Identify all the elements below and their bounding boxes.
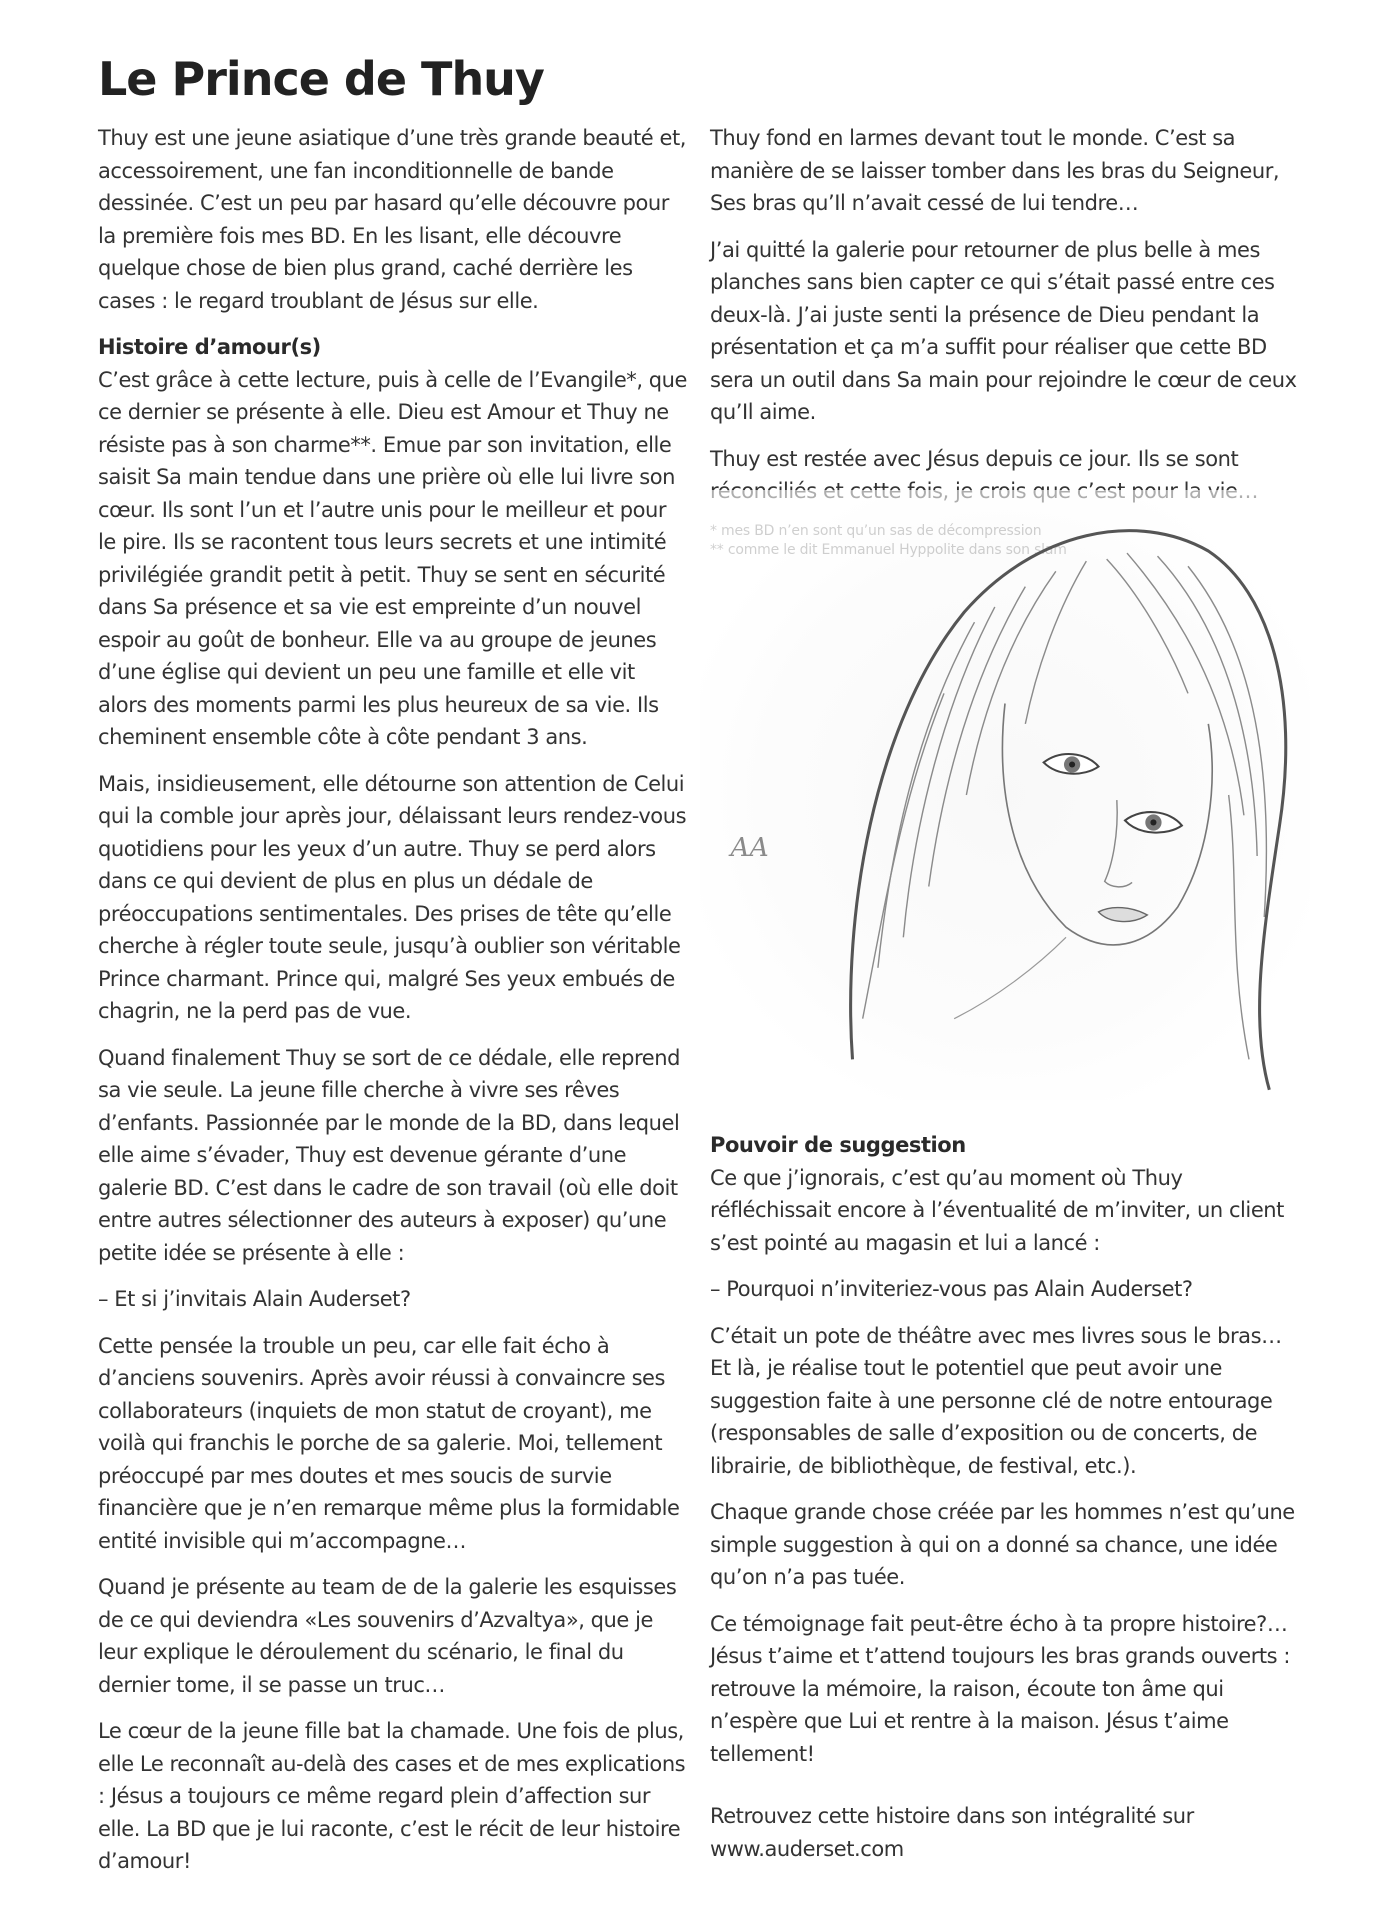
body-paragraph: Quand finalement Thuy se sort de ce dédale, elle reprend sa vie seule. La jeune fille cherche à vivre ses rêves d’enfants. Passionnée par le monde de la BD, dans lequel elle aime s’évader, Thuy est devenue gérante d’une galerie BD. C’est dans le cadre de son travail (où elle doit entre autres sélectionner des auteurs à exposer) qu’une petite idée se présente à elle :: [98, 1045, 680, 1265]
body-paragraph: Ce témoignage fait peut-être écho à ta propre histoire?… Jésus t’aime et t’attend toujours les bras grands ouverts : retrouve la mémoire, la raison, écoute ton âme qui n’espère que Lui et rentre à la maison. Jésus t’aime tellement!: [710, 1611, 1291, 1766]
section-heading-suggestion: Pouvoir de suggestion: [710, 1133, 966, 1157]
body-paragraph: Le cœur de la jeune fille bat la chamade. Une fois de plus, elle Le reconnaît au-delà des cases et de mes explications : Jésus a toujours ce même regard plein d’affection sur elle. La BD que je lui raconte, c’est le récit de leur histoire d’amour!: [98, 1719, 686, 1873]
body-paragraph: C’est grâce à cette lecture, puis à celle de l’Evangile*, que ce dernier se présente à elle. Dieu est Amour et Thuy ne résiste pas à son charme**. Emue par son invitation, elle saisit Sa main tendue dans une prière où elle lui livre son cœur. Ils sont l’un et l’autre unis pour le meilleur et pour le pire. Ils se racontent tous leurs secrets et une intimité privilégiée grandit petit à petit. Thuy se sent en sécurité dans Sa présence et sa vie est empreinte d’un nouvel espoir au goût de bonheur. Elle va au groupe de jeunes d’une église qui devient un peu une famille et elle vit alors des moments parmi les plus heureux de sa vie. Ils cheminent ensemble côte à côte pendant 3 ans.: [98, 367, 687, 749]
body-paragraph: Ce que j’ignorais, c’est qu’au moment où Thuy réfléchissait encore à l’éventualité de m’inviter, un client s’est pointé au magasin et lui a lancé :: [710, 1165, 1284, 1255]
right-column-bottom: [710, 1129, 1300, 1865]
body-paragraph: Mais, insidieusement, elle détourne son attention de Celui qui la comble jour après jour, délaissant leurs rendez-vous quotidiens pour les yeux d’un autre. Thuy se perd alors dans ce qui devient de plus en plus un dédale de préoccupations sentimentales. Des prises de tête qu’elle cherche à régler toute seule, jusqu’à oublier son véritable Prince charmant. Prince qui, malgré Ses yeux embués de chagrin, ne la perd pas de vue.: [98, 771, 687, 1023]
website-link[interactable]: www.auderset.com: [710, 1836, 904, 1861]
body-paragraph: Thuy fond en larmes devant tout le monde. C’est sa manière de se laisser tomber dans les bras du Seigneur, Ses bras qu’Il n’avait cessé de lui tendre…: [710, 126, 1280, 215]
body-paragraph: Cette pensée la trouble un peu, car elle fait écho à d’anciens souvenirs. Après avoir réussi à convaincre ses collaborateurs (inquiets de mon statut de croyant), me voilà qui franchis le porche de sa galerie. Moi, tellement préoccupé par mes doutes et mes soucis de survie financière que je n’en remarque même plus la formidable entité invisible qui m’accompagne…: [98, 1333, 680, 1553]
dialogue-line: – Et si j’invitais Alain Auderset?: [98, 1287, 411, 1311]
promo-block: [710, 1800, 1300, 1865]
left-column: [98, 122, 688, 1892]
girl-portrait-illustration: [700, 490, 1310, 1100]
body-paragraph: Chaque grande chose créée par les hommes n’est qu’une simple suggestion à qui on a donné sa chance, une idée qu’on n’a pas tuée.: [710, 1500, 1295, 1589]
dialogue-line: – Pourquoi n’inviteriez-vous pas Alain Auderset?: [710, 1277, 1193, 1301]
page-title: Le Prince de Thuy: [98, 52, 544, 106]
intro-paragraph: Thuy est une jeune asiatique d’une très grande beauté et, accessoirement, une fan inconditionnelle de bande dessinée. C’est un peu par hasard qu’elle découvre pour la première fois mes BD. En les lisant, elle découvre quelque chose de bien plus grand, caché derrière les cases : le regard troublant de Jésus sur elle.: [98, 126, 686, 313]
body-paragraph: J’ai quitté la galerie pour retourner de plus belle à mes planches sans bien capter ce qui s’était passé entre ces deux-là. J’ai juste senti la présence de Dieu pendant la présentation et ça m’a suffit pour réaliser que cette BD sera un outil dans Sa main pour rejoindre le cœur de ceux qu’Il aime.: [710, 237, 1297, 424]
section-heading-histoire: Histoire d’amour(s): [98, 335, 321, 359]
body-paragraph: Quand je présente au team de de la galerie les esquisses de ce qui deviendra «Les souvenirs d’Azvaltya», que je leur explique le déroulement du scénario, le final du dernier tome, il se passe un truc…: [98, 1575, 677, 1697]
artist-signature: AA: [730, 832, 769, 863]
promo-text: Retrouvez cette histoire dans son intégralité sur: [710, 1804, 1194, 1828]
body-paragraph: Thuy est restée avec Jésus depuis ce jour. Ils se sont: [710, 446, 1239, 471]
body-paragraph: C’était un pote de théâtre avec mes livres sous le bras… Et là, je réalise tout le potentiel que peut avoir une suggestion faite à une personne clé de notre entourage (responsables de salle d’exposition ou de concerts, de librairie, de bibliothèque, de festival, etc.).: [710, 1323, 1282, 1478]
